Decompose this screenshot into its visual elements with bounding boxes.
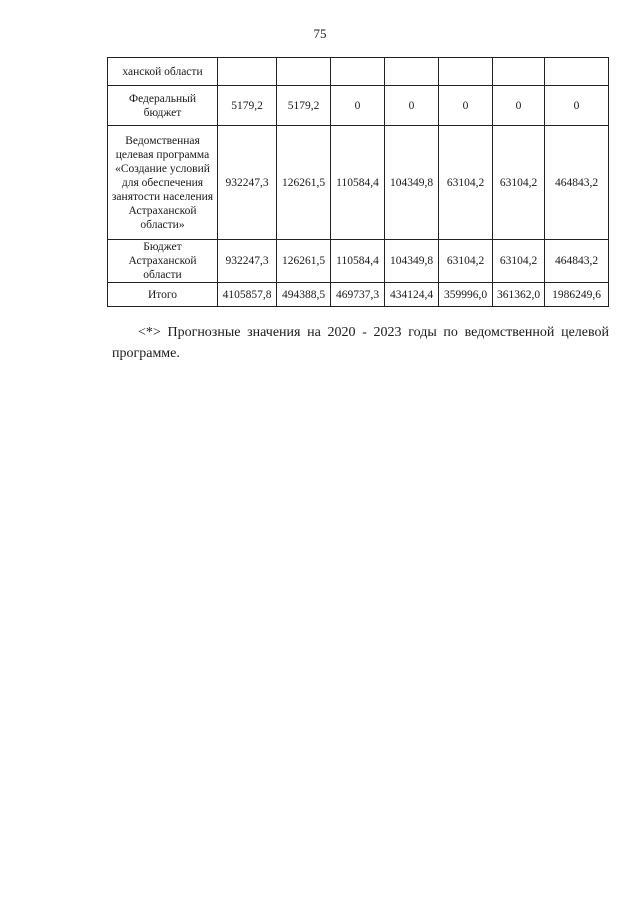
value-cell: 361362,0 <box>493 283 545 307</box>
value-cell: 63104,2 <box>493 126 545 240</box>
budget-table <box>107 57 609 307</box>
value-cell: 5179,2 <box>277 86 331 126</box>
value-cell: 126261,5 <box>277 240 331 283</box>
value-cell: 464843,2 <box>545 240 609 283</box>
row-label-cell: Ведомственная целевая программа «Создание условий для обеспечения занятости населения Астраханской области» <box>108 126 218 240</box>
table-row <box>108 283 609 307</box>
value-cell <box>218 58 277 86</box>
value-cell: 464843,2 <box>545 126 609 240</box>
value-cell: 0 <box>493 86 545 126</box>
table-row <box>108 126 609 240</box>
value-cell: 0 <box>545 86 609 126</box>
value-cell: 104349,8 <box>385 240 439 283</box>
row-label-cell: Итого <box>108 283 218 307</box>
value-cell: 110584,4 <box>331 240 385 283</box>
value-cell <box>331 58 385 86</box>
value-cell: 434124,4 <box>385 283 439 307</box>
value-cell: 932247,3 <box>218 126 277 240</box>
value-cell <box>277 58 331 86</box>
value-cell <box>385 58 439 86</box>
value-cell: 126261,5 <box>277 126 331 240</box>
table-row <box>108 240 609 283</box>
value-cell: 0 <box>331 86 385 126</box>
value-cell: 0 <box>385 86 439 126</box>
table-row <box>108 86 609 126</box>
value-cell: 359996,0 <box>439 283 493 307</box>
value-cell: 469737,3 <box>331 283 385 307</box>
value-cell: 1986249,6 <box>545 283 609 307</box>
value-cell: 0 <box>439 86 493 126</box>
value-cell: 932247,3 <box>218 240 277 283</box>
value-cell <box>545 58 609 86</box>
value-cell: 104349,8 <box>385 126 439 240</box>
value-cell: 63104,2 <box>439 240 493 283</box>
value-cell <box>493 58 545 86</box>
value-cell: 110584,4 <box>331 126 385 240</box>
value-cell: 63104,2 <box>439 126 493 240</box>
value-cell: 494388,5 <box>277 283 331 307</box>
row-label-cell: ханской области <box>108 58 218 86</box>
value-cell: 4105857,8 <box>218 283 277 307</box>
page-number: 75 <box>313 26 327 41</box>
footnote: <*> Прогнозные значения на 2020 - 2023 годы по ведомственной целевой программе. <box>112 325 609 361</box>
row-label-cell: Бюджет Астраханской области <box>108 240 218 283</box>
value-cell: 63104,2 <box>493 240 545 283</box>
table-row <box>108 58 609 86</box>
value-cell: 5179,2 <box>218 86 277 126</box>
row-label-cell: Федеральный бюджет <box>108 86 218 126</box>
value-cell <box>439 58 493 86</box>
